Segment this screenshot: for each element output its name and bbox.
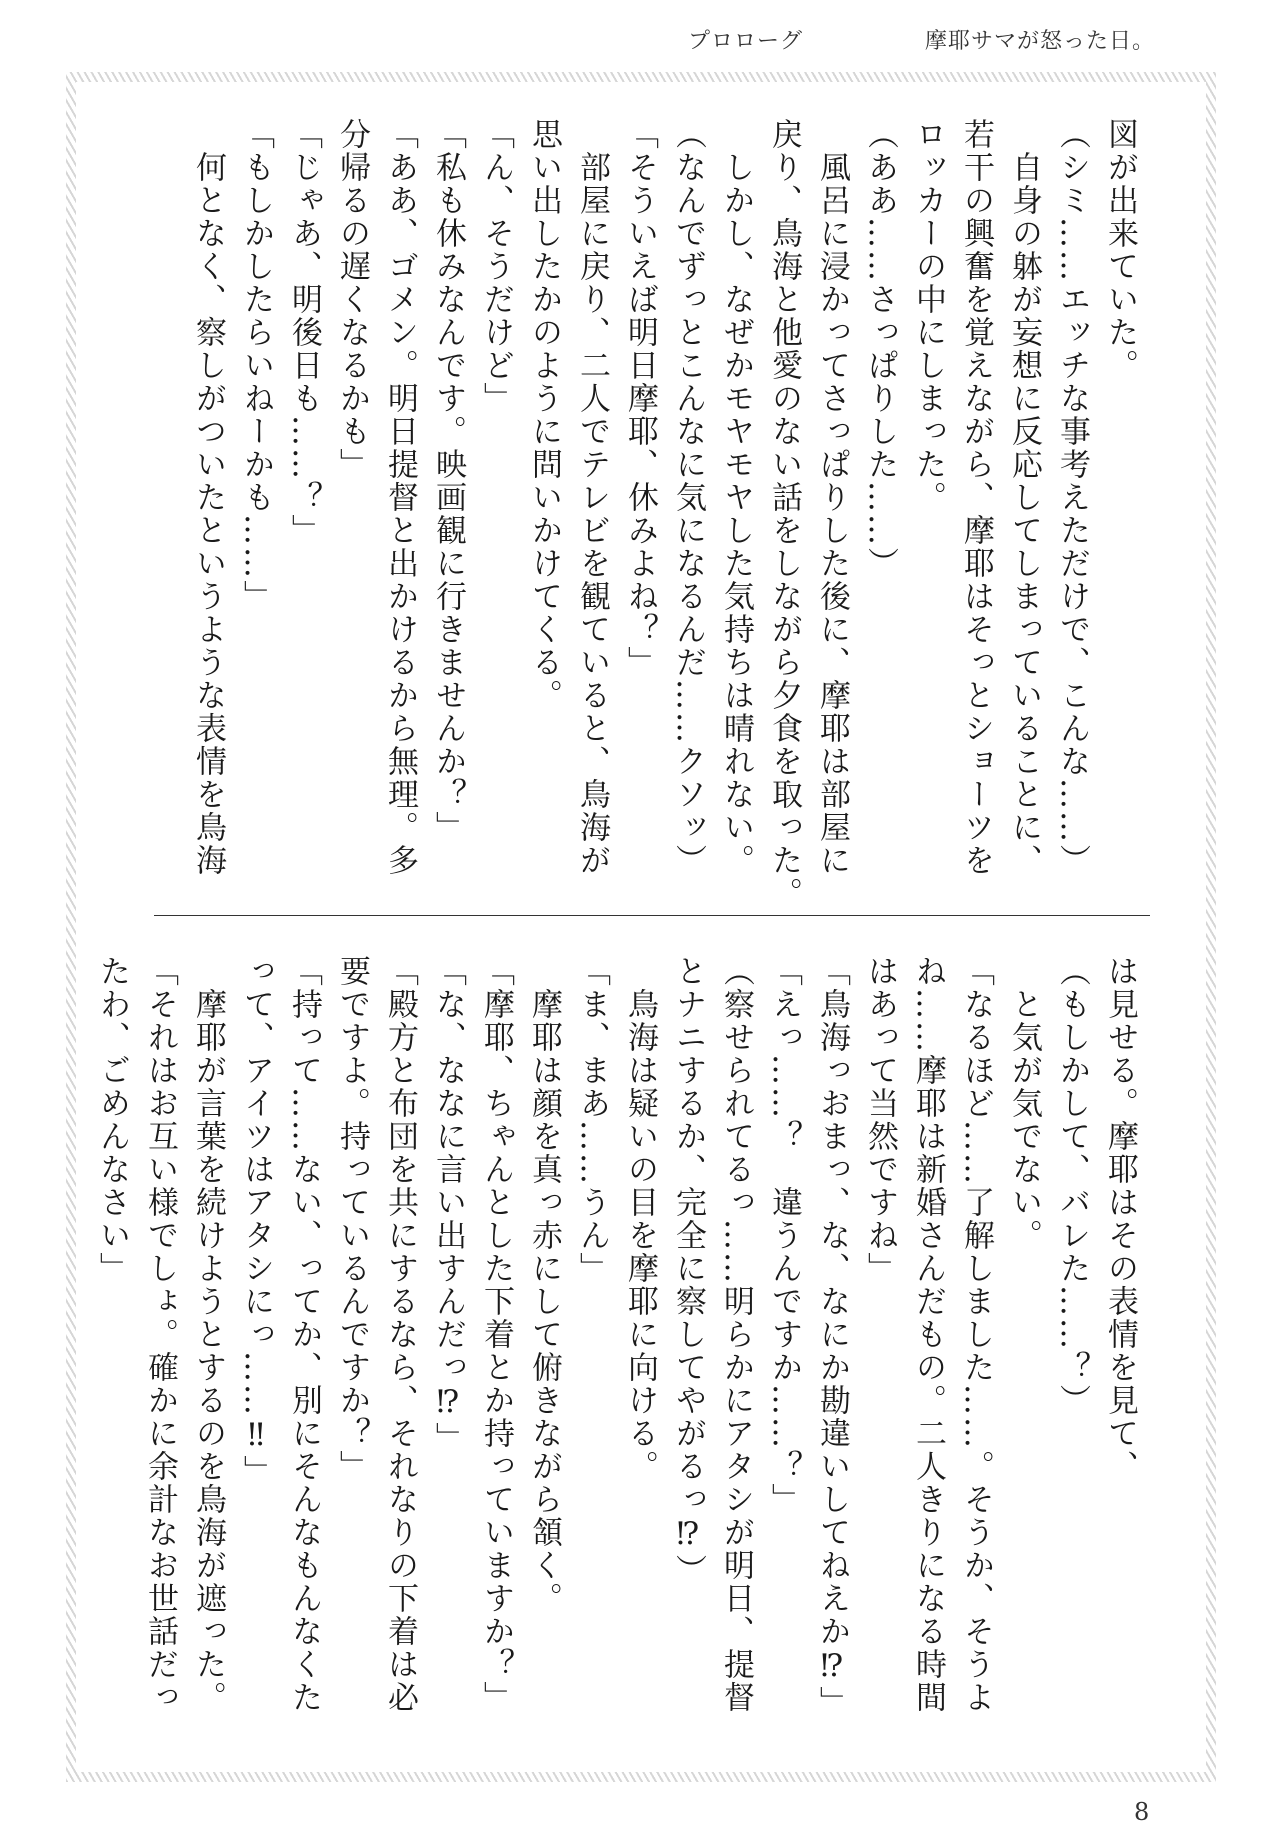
running-header-title: 摩耶サマが怒った日。: [925, 29, 1156, 54]
text-column: 「摩耶、ちゃんとした下着とか持っていますか？」: [478, 955, 514, 1714]
text-column: 「そういえば明日摩耶、休みよね？」: [622, 118, 658, 679]
text-column: 鳥海は疑いの目を摩耶に向ける。: [622, 955, 658, 1483]
section-divider: [154, 915, 1150, 916]
text-column: （シミ……エッチな事考えただけで、こんな……）: [1054, 118, 1090, 877]
text-column: 「殿方と布団を共にするなら、それなりの下着は必: [382, 955, 418, 1714]
text-column: とナニするか、完全に察してやがるっ⁉）: [670, 955, 706, 1587]
text-column: ロッカーの中にしまった。: [910, 118, 946, 514]
text-column: 「ああ、ゴメン。明日提督と出かけるから無理。多: [382, 118, 418, 877]
lower-text-block: [88, 955, 1144, 1745]
text-column: 「私も休みなんです。映画観に行きませんか？」: [430, 118, 466, 844]
text-column: （もしかして、バレた……？）: [1054, 955, 1090, 1417]
text-column: と気が気でない。: [1006, 955, 1042, 1252]
text-column: 図が出来ていた。: [1102, 118, 1138, 382]
text-column: 「じゃあ、明後日も……？」: [286, 118, 322, 547]
text-column: 風呂に浸かってさっぱりした後に、摩耶は部屋に: [814, 118, 850, 877]
text-column: 戻り、鳥海と他愛のない話をしながら夕食を取った。: [766, 118, 802, 910]
text-column: 摩耶は顔を真っ赤にして俯きながら頷く。: [526, 955, 562, 1615]
text-column: （ああ……さっぱりした……）: [862, 118, 898, 580]
text-column: 「もしかしたらいねーかも……」: [238, 118, 274, 613]
text-column: 「ん、そうだけど」: [478, 118, 514, 415]
text-column: 分帰るの遅くなるかも」: [334, 118, 370, 481]
text-column: 何となく、察しがついたというような表情を鳥海: [190, 118, 226, 877]
text-column: 「えっ……？ 違うんですか……？」: [766, 955, 802, 1516]
text-column: 部屋に戻り、二人でテレビを観ていると、鳥海が: [574, 118, 610, 877]
text-column: 「な、ななに言い出すんだっ⁉」: [430, 955, 466, 1455]
text-column: は見せる。摩耶はその表情を見て、: [1102, 955, 1138, 1483]
text-column: 「それはお互い様でしょ。確かに余計なお世話だっ: [142, 955, 178, 1714]
text-column: 「持って……ない、ってか、別にそんなもんなくた: [286, 955, 322, 1714]
text-column: （察せられてるっ……明らかにアタシが明日、提督: [718, 955, 754, 1714]
text-column: 若干の興奮を覚えながら、摩耶はそっとショーツを: [958, 118, 994, 877]
running-header-chapter: プロローグ: [688, 29, 804, 54]
text-column: 要ですよ。持っているんですか？」: [334, 955, 370, 1483]
upper-text-block: [184, 118, 1144, 910]
text-column: 思い出したかのように問いかけてくる。: [526, 118, 562, 712]
text-column: たわ、ごめんなさい」: [94, 955, 130, 1285]
text-column: はあって当然ですね」: [862, 955, 898, 1285]
text-column: ね……摩耶は新婚さんだもの。二人きりになる時間: [910, 955, 946, 1714]
text-column: しかし、なぜかモヤモヤした気持ちは晴れない。: [718, 118, 754, 877]
text-column: 「なるほど……了解しました……。そうか、そうよ: [958, 955, 994, 1714]
text-column: （なんでずっとこんなに気になるんだ……クソッ）: [670, 118, 706, 877]
text-column: 「ま、まあ……うん」: [574, 955, 610, 1285]
text-column: 自身の躰が妄想に反応してしまっていることに、: [1006, 118, 1042, 877]
text-column: 摩耶が言葉を続けようとするのを鳥海が遮った。: [190, 955, 226, 1714]
text-column: 「鳥海っおまっ、な、なにか勘違いしてねえか⁉」: [814, 955, 850, 1719]
text-column: って、アイツはアタシにっ……‼」: [238, 955, 274, 1488]
page-number: 8: [1134, 1798, 1150, 1826]
